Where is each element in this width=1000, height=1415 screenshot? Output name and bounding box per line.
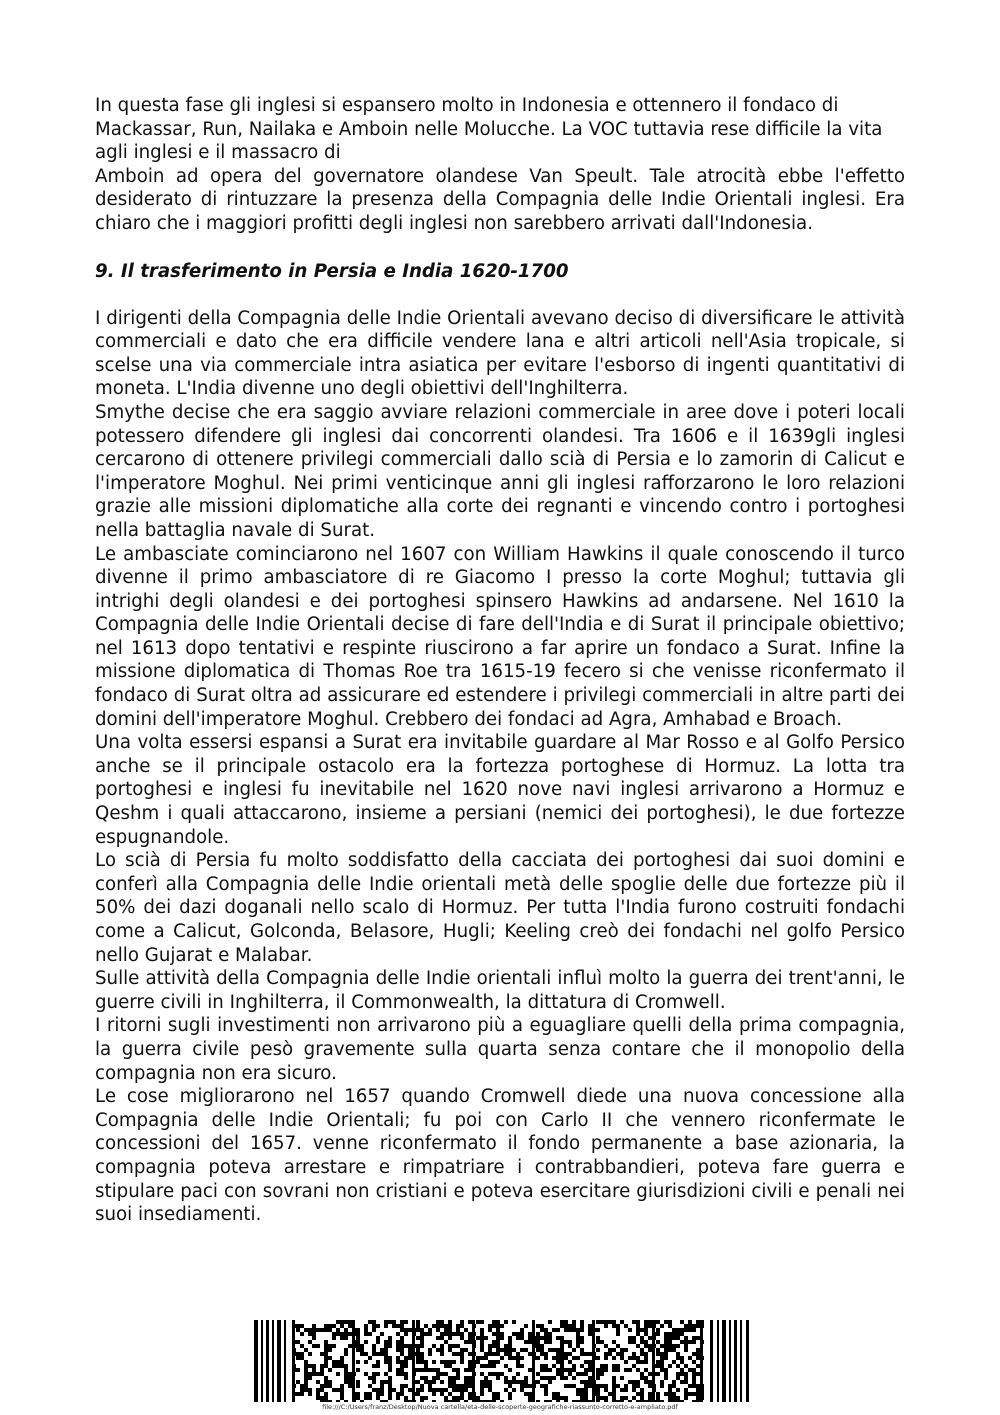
body-paragraph: I dirigenti della Compagnia delle Indie Orientali avevano deciso di diversificare le attività commerciali e dato che era difficile vendere lana e altri articoli nell'Asia tropicale, si scelse una via commerciale intra asiatica per evitare l'esborso di ingenti quantitativi di moneta. L'India divenne uno degli obiettivi dell'Inghilterra.	[95, 307, 905, 400]
body-paragraph: Le ambasciate cominciarono nel 1607 con William Hawkins il quale conoscendo il turco divenne il primo ambasciatore di re Giacomo I presso la corte Moghul; tuttavia gli intrighi degli olandesi e dei portoghesi spinsero Hawkins ad andarsene. Nel 1610 la Compagnia delle Indie Orientali decise di fare dell'India e di Surat il principale obiettivo; nel 1613 dopo tentativi e respinte riuscirono a far aprire un fondaco a Surat. Infine la missione diplomatica di Thomas Roe tra 1615-19 fecero si che venisse riconfermato il fondaco di Surat oltra ad assicurare ed estendere i privilegi commerciali in altre parti dei domini dell'imperatore Moghul. Crebbero dei fondaci ad Agra, Amhabad e Broach.	[95, 543, 905, 730]
body-paragraph: Sulle attività della Compagnia delle Indie orientali influì molto la guerra dei trent'anni, le guerre civili in Inghilterra, il Commonwealth, la dittatura di Cromwell.	[95, 968, 905, 1013]
body-paragraph: Una volta essersi espansi a Surat era invitabile guardare al Mar Rosso e al Golfo Persico anche se il principale ostacolo era la fortezza portoghese di Hormuz. La lotta tra portoghesi e inglesi fu inevitabile nel 1620 nove navi inglesi arrivarono a Hormuz e Qeshm i quali attaccarono, insieme a persiani (nemici dei portoghesi), le due fortezze espugnandole.	[95, 732, 905, 848]
barcode-icon	[252, 1320, 752, 1402]
footer-file-path: file:///C:/Users/franz/Desktop/Nuova cartella/eta-delle-scoperte-geografiche-riassunto-corretto-e-ampliato.pdf	[322, 1403, 678, 1411]
body-paragraph: Lo scià di Persia fu molto soddisfatto della cacciata dei portoghesi dai suoi domini e conferì alla Compagnia delle Indie orientali metà delle spoglie delle due fortezze più il 50% dei dazi doganali nello scalo di Hormuz. Per tutta l'India furono costruiti fondachi come a Calicut, Golconda, Belasore, Hugli; Keeling creò dei fondachi nel golfo Persico nello Gujarat e Malabar.	[95, 850, 905, 966]
barcode-graphic	[252, 1320, 752, 1402]
intro-paragraph-part2: Amboin ad opera del governatore olandese Van Speult. Tale atrocità ebbe l'effetto desiderato di rintuzzare la presenza della Compagnia delle Indie Orientali inglesi. Era chiaro che i maggiori profitti degli inglesi non sarebbero arrivati dall'Indonesia.	[95, 165, 905, 234]
intro-paragraph-part1: In questa fase gli inglesi si espansero molto in Indonesia e ottennero il fondaco di Mackassar, Run, Nailaka e Amboin nelle Molucche. La VOC tuttavia rese difficile la vita agli inglesi e il massacro di	[95, 95, 883, 164]
document-body	[95, 94, 905, 1227]
section-heading: 9. Il trasferimento in Persia e India 1620-1700	[95, 260, 569, 282]
body-paragraph: Le cose migliorarono nel 1657 quando Cromwell diede una nuova concessione alla Compagnia delle Indie Orientali; fu poi con Carlo II che vennero riconfermate le concessioni del 1657. venne riconfermato il fondo permanente a base azionaria, la compagnia poteva arrestare e rimpatriare i contrabbandieri, poteva fare guerra e stipulare paci con sovrani non cristiani e poteva esercitare giurisdizioni civili e penali nei suoi insediamenti.	[95, 1086, 905, 1226]
body-paragraph: I ritorni sugli investimenti non arrivarono più a eguagliare quelli della prima compagnia, la guerra civile pesò gravemente sulla quarta senza contare che il monopolio della compagnia non era sicuro.	[95, 1015, 905, 1084]
body-paragraph: Smythe decise che era saggio avviare relazioni commerciale in aree dove i poteri locali potessero difendere gli inglesi dai concorrenti olandesi. Tra 1606 e il 1639gli inglesi cercarono di ottenere privilegi commerciali dallo scià di Persia e lo zamorin di Calicut e l'imperatore Moghul. Nei primi venticinque anni gli inglesi rafforzarono le loro relazioni grazie alle missioni diplomatiche alla corte dei regnanti e vincendo contro i portoghesi nella battaglia navale di Surat.	[95, 401, 905, 541]
